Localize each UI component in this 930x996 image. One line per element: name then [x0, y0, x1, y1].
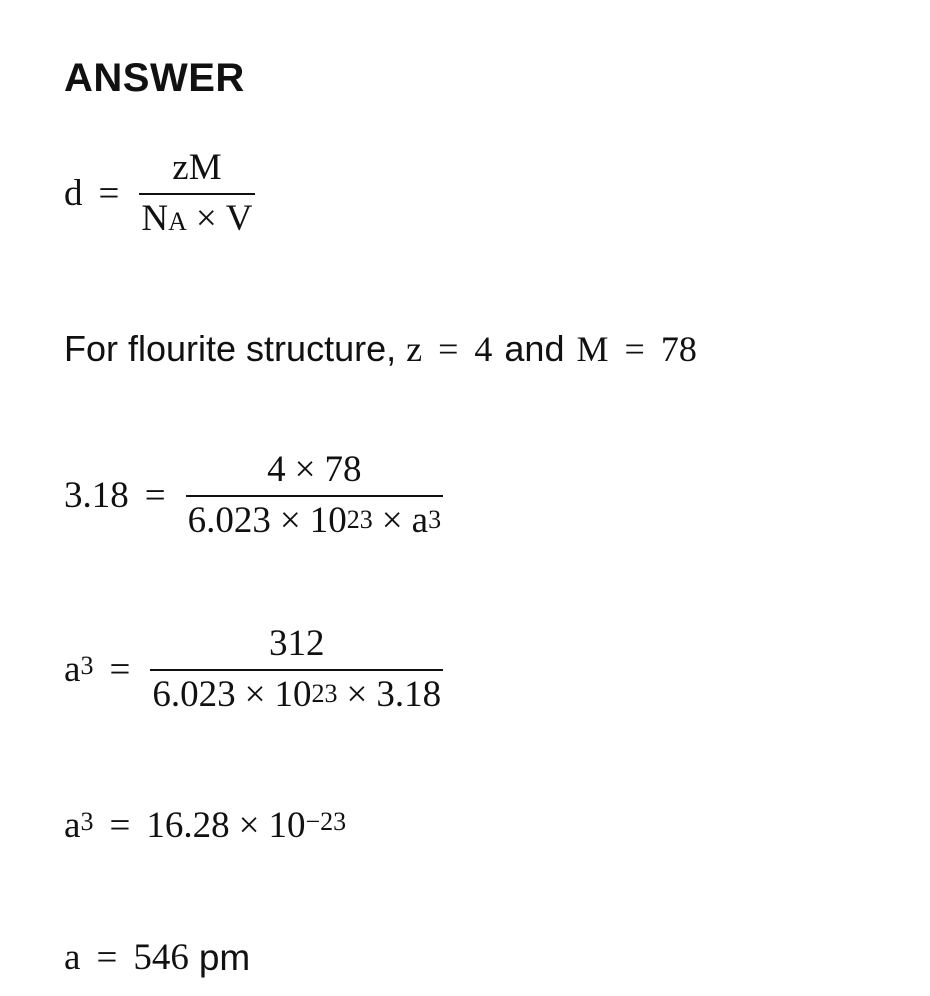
- equals-sign: =: [438, 329, 459, 369]
- edge-length-variable: a: [64, 648, 81, 690]
- density-value: 3.18: [64, 474, 129, 516]
- result-unit: pm: [198, 937, 251, 978]
- power-base: 10: [268, 805, 306, 846]
- z-value: 4: [267, 449, 286, 490]
- power-base: 10: [309, 500, 347, 541]
- step-1-fraction: [186, 448, 443, 543]
- edge-length-variable: a: [411, 500, 429, 541]
- edge-length-variable: a: [64, 805, 81, 846]
- step-3-equation: a $^3$ = 16.28 × 10 $^{-23}$: [64, 805, 347, 846]
- fraction-bar: [186, 495, 443, 497]
- fraction-bar: [150, 669, 443, 671]
- density-fraction: [139, 146, 254, 241]
- power-base: 10: [274, 674, 312, 715]
- avogadro-symbol: N: [141, 198, 169, 239]
- fraction-numerator: [265, 448, 363, 492]
- final-result: [64, 936, 250, 980]
- times-sign: ×: [294, 449, 316, 490]
- m-variable: M: [576, 329, 609, 369]
- times-sign: ×: [244, 674, 266, 715]
- times-sign: ×: [381, 500, 403, 541]
- equals-sign: =: [98, 172, 120, 214]
- equals-sign: =: [624, 329, 645, 369]
- fluorite-statement: [64, 327, 697, 371]
- equals-sign: =: [109, 648, 131, 690]
- fraction-denominator: 6.023 × 10 $^{23}$ × a $^3$: [187, 500, 442, 541]
- and-word: and: [504, 328, 565, 369]
- step-2-fraction: [150, 622, 443, 717]
- equals-sign: =: [109, 805, 131, 846]
- molar-mass-value: 78: [324, 449, 362, 490]
- times-sign: ×: [238, 805, 260, 846]
- fraction-numerator: zM: [172, 147, 222, 188]
- z-variable: z: [406, 329, 423, 369]
- density-symbol: d: [64, 172, 83, 214]
- fraction-numerator: 312: [268, 623, 325, 664]
- answer-heading: ANSWER: [64, 56, 245, 100]
- density-value: 3.18: [376, 674, 442, 715]
- volume-symbol: V: [225, 198, 253, 239]
- edge-length-variable: a: [64, 937, 81, 978]
- volume-coefficient: 16.28: [146, 805, 230, 846]
- m-value: 78: [660, 329, 697, 369]
- density-formula: [64, 146, 255, 241]
- step-2-equation: a $^3$ = 312 6.023 × 10 $^{23}$ × 3.18: [64, 623, 442, 715]
- step-1-equation: [64, 448, 443, 543]
- fraction-denominator: 6.023 × 10 $^{23}$ × 3.18: [152, 674, 442, 715]
- fraction-bar: [139, 193, 254, 195]
- avogadro-coefficient: 6.023: [152, 674, 236, 715]
- equals-sign: =: [144, 474, 166, 516]
- times-sign: ×: [195, 198, 217, 239]
- avogadro-coefficient: 6.023: [187, 500, 271, 541]
- statement-text: For flourite structure,: [64, 328, 397, 369]
- times-sign: ×: [279, 500, 301, 541]
- equals-sign: =: [96, 937, 118, 978]
- result-value: 546: [133, 937, 189, 978]
- z-value: 4: [474, 329, 493, 369]
- fraction-denominator: N A × V: [141, 198, 253, 239]
- times-sign: ×: [346, 674, 368, 715]
